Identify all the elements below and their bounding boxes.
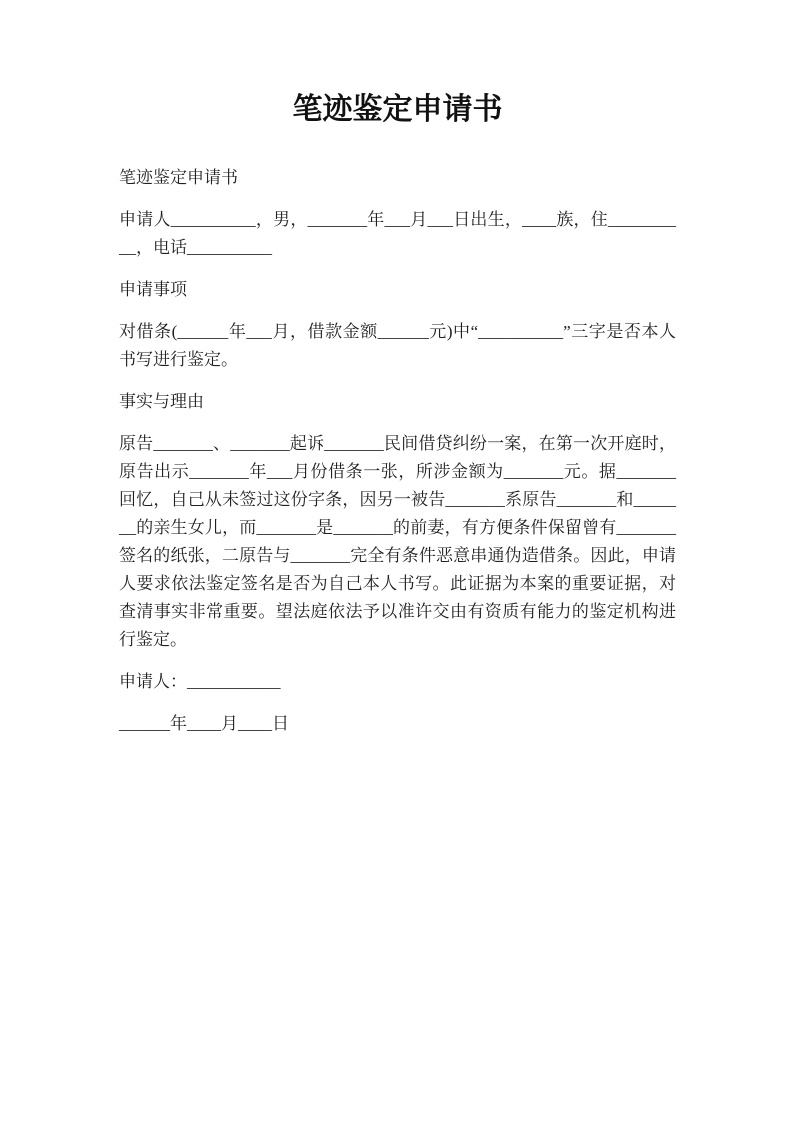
application-matter-paragraph: 对借条(______年___月，借款金额______元)中“__________”三字是否本人书写进行鉴定。 xyxy=(119,322,676,369)
facts-heading: 事实与理由 xyxy=(119,392,204,411)
facts-paragraph: 原告_______、_______起诉_______民间借贷纠纷一案，在第一次开庭时，原告出示_______年___月份借条一张，所涉金额为_______元。据_______回忆，自己从未签过这份字条，因另一被告_______系原告_______和_______的亲生女儿，而_______是_______的前妻，有方便条件保留曾有_______签名的纸张，二原告与_______完全有条件恶意串通伪造借条。因此，申请人要求依法鉴定签名是否为自己本人书写。此证据为本案的重要证据，对查清事实非常重要。望法庭依法予以准许交由有资质有能力的鉴定机构进行鉴定。 xyxy=(119,434,676,649)
application-matter-heading: 申请事项 xyxy=(119,280,187,299)
applicant-info-paragraph: 申请人__________，男，_______年___月___日出生，____族，住__________，电话__________ xyxy=(119,210,676,257)
signature-line: 申请人：___________ xyxy=(119,672,281,691)
date-line: ______年____月____日 xyxy=(119,714,289,733)
document-title: 笔迹鉴定申请书 xyxy=(292,93,503,126)
document-subtitle: 笔迹鉴定申请书 xyxy=(119,168,238,187)
